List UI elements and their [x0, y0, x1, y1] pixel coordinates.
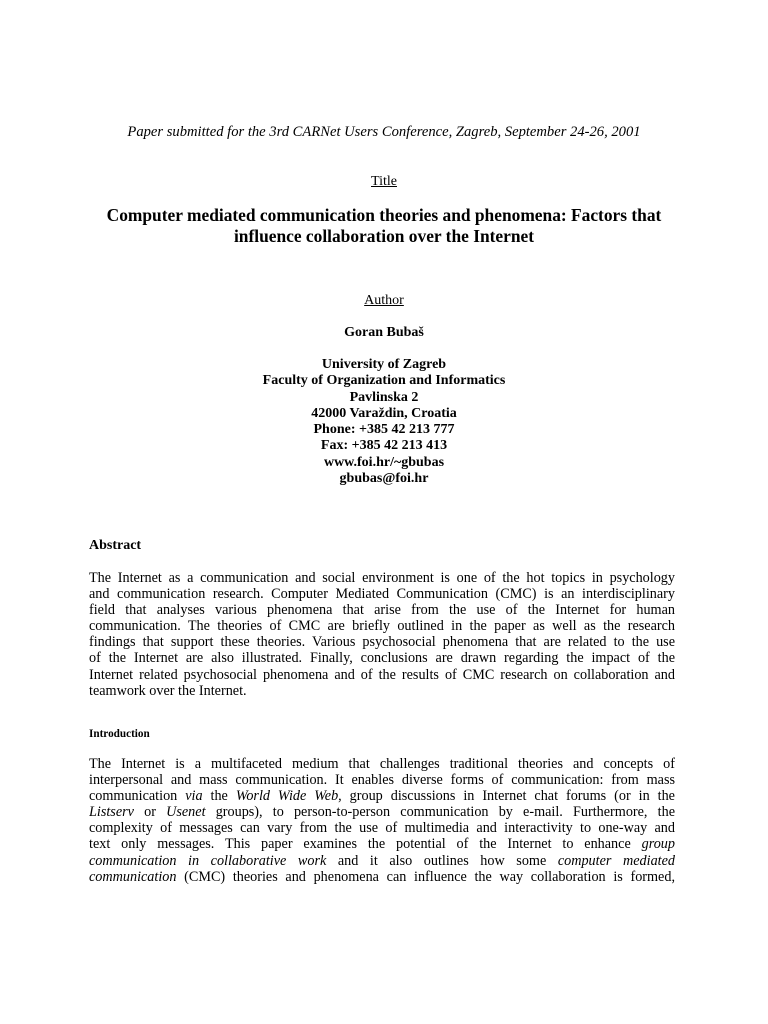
intro-line: complexity of messages can vary from the use of multimedia and interactivity to one-way and [89, 820, 675, 837]
intro-text: and it also outlines how some [326, 852, 558, 869]
paper-title-line-1: Computer mediated communication theories and phenomena: Factors that [106, 205, 662, 225]
intro-line: interpersonal and mass communication. It enables diverse forms of communication: from mass [89, 772, 675, 789]
author-name: Goran Bubaš [344, 325, 424, 340]
intro-italic-text: computer mediated [557, 852, 675, 869]
abstract-line: The Internet as a communication and social environment is one of the hot topics in psychology [89, 570, 675, 586]
abstract-line: communication. The theories of CMC are briefly outlined in the paper as well as the research [89, 618, 675, 635]
affiliation-faculty: Faculty of Organization and Informatics [262, 373, 506, 389]
intro-text: , group discussions in Internet chat forums (or in the [338, 788, 675, 805]
affiliation-city: 42000 Varaždin, Croatia [311, 405, 457, 421]
introduction-heading: Introduction [89, 728, 150, 740]
intro-italic-text: Listserv [89, 804, 134, 821]
intro-text: (CMC) theories and phenomena can influence the way collaboration is formed, [176, 868, 675, 885]
abstract-line: field that analyses various phenomena that arise from the use of the Internet for human [89, 602, 675, 619]
abstract-line: Internet related psychosocial phenomena and of the results of CMC research on collaboration and [89, 666, 675, 683]
abstract-heading: Abstract [89, 538, 142, 553]
paper-title-line-2: influence collaboration over the Internet [233, 226, 535, 246]
title-label-text: Title [371, 174, 397, 189]
intro-text: groups), to person-to-person communication by e-mail. Furthermore, the [205, 804, 675, 821]
intro-line [89, 869, 675, 885]
intro-italic-text: communication in collaborative work [89, 852, 327, 869]
affiliation-phone: Phone: +385 42 213 777 [313, 422, 455, 438]
intro-italic-text: via [185, 788, 203, 805]
intro-line [89, 788, 675, 804]
affiliation-block [0, 357, 768, 487]
intro-text: communication [89, 788, 186, 805]
abstract-line: findings that support these theories. Various psychosocial phenomena that are related to the use [89, 634, 675, 651]
affiliation-university: University of Zagreb [321, 357, 447, 372]
intro-text: text only messages. This paper examines the potential of the Internet to enhance [89, 836, 642, 853]
intro-italic-text: Usenet [166, 804, 206, 821]
intro-line [89, 836, 675, 852]
intro-italic-text: communication [89, 868, 177, 885]
intro-italic-text: group [641, 836, 675, 853]
affiliation-fax: Fax: +385 42 213 413 [320, 438, 448, 454]
conference-note: Paper submitted for the 3rd CARNet Users Conference, Zagreb, September 24-26, 2001 [127, 124, 641, 140]
abstract-line: and communication research. Computer Mediated Communication (CMC) is an interdisciplinary [89, 586, 675, 603]
intro-line [89, 853, 675, 869]
intro-text: the [202, 788, 236, 805]
affiliation-web: www.foi.hr/~gbubas [323, 454, 445, 470]
paper-title [80, 205, 688, 247]
abstract-line: of the Internet are also illustrated. Finally, conclusions are drawn regarding the impact of the [89, 650, 675, 667]
intro-italic-text: World Wide Web [235, 788, 339, 805]
intro-line [89, 804, 675, 820]
affiliation-street: Pavlinska 2 [349, 389, 419, 405]
intro-line: The Internet is a multifaceted medium that challenges traditional theories and concepts of [89, 756, 675, 772]
title-label [0, 173, 768, 191]
author-label-text: Author [364, 293, 404, 308]
intro-text: or [133, 804, 167, 821]
abstract-line: teamwork over the Internet. [89, 682, 247, 699]
introduction-body [89, 756, 675, 885]
affiliation-email: gbubas@foi.hr [339, 471, 429, 487]
abstract-body [89, 570, 675, 699]
author-label [0, 292, 768, 310]
